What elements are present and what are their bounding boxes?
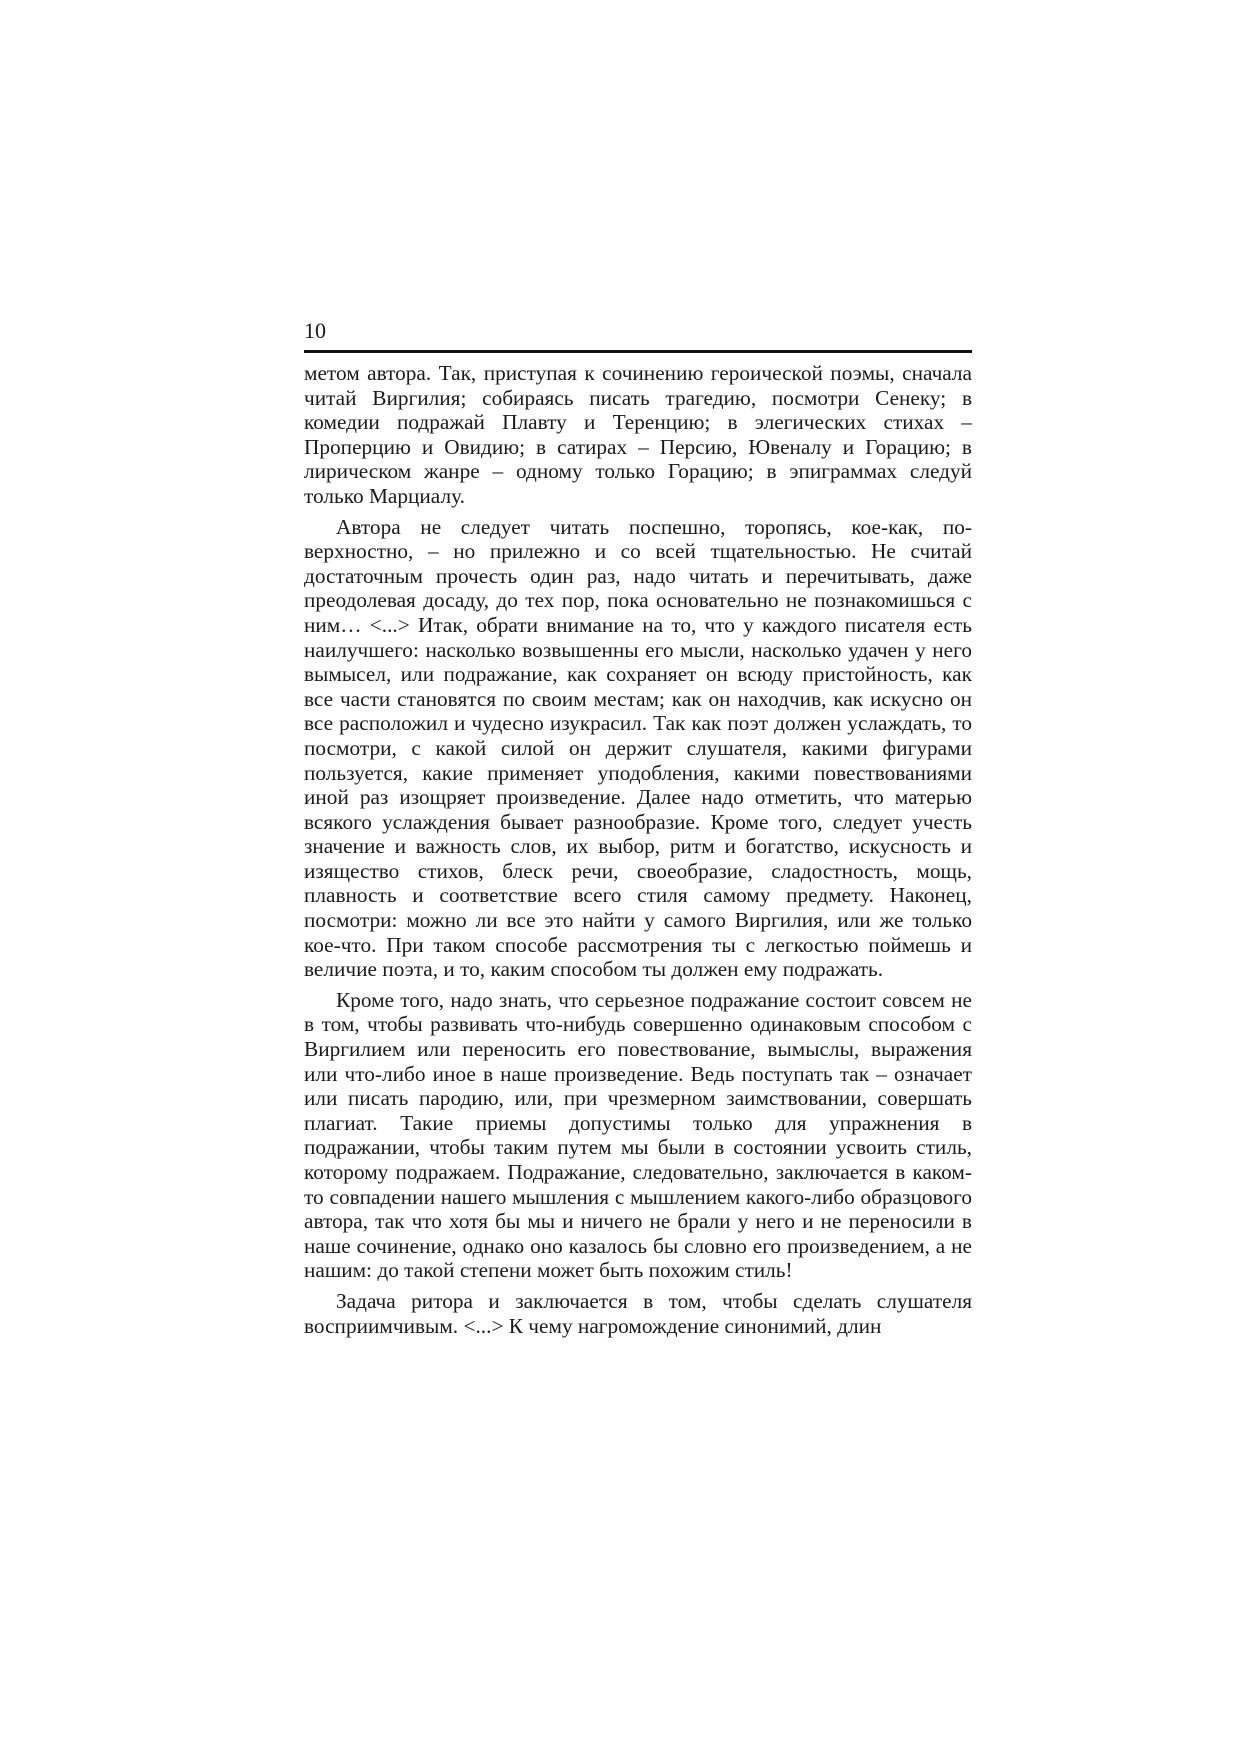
header-rule [304, 350, 972, 353]
paragraph-3: Кроме того, надо знать, что серьезное подражание состоит совсем не в том, чтобы развивать что-нибудь совершенно одинаковым способом с Виргилием или переносить его повествование, вымыслы, выражения или что-либо иное в наше произведение. Ведь поступать так – означает или писать пародию, или, при чрезмерном заимствовании, совершать плагиат. Такие приемы допустимы только для упражнения в подражании, чтобы таким путем мы были в состоянии усвоить стиль, которому подражаем. Подражание, следовательно, заключается в каком-то совпадении нашего мышления с мышлением какого-либо образцового автора, так что хотя бы мы и ничего не брали у него и не переносили в наше сочинение, однако оно казалось бы словно его произведением, а не нашим: до такой степени может быть похожим стиль! [304, 987, 972, 1283]
page-number: 10 [304, 318, 326, 343]
paragraph-2: Автора не следует читать поспешно, торопясь, кое-как, поверхностно, – но прилежно и со всей тщательностью. Не считай достаточным прочесть один раз, надо читать и перечитывать, даже преодолевая досаду, до тех пор, пока основательно не познакомишься с ним… <...> Итак, обрати внимание на то, что у каждого писателя есть наилучшего: насколько возвышенны его мысли, насколько удачен у него вымысел, или подражание, как сохраняет он всюду пристойность, как все части становятся по своим местам; как он находчив, как искусно он все расположил и чудесно изукрасил. Так как поэт должен услаждать, то посмотри, с какой силой он держит слушателя, какими фигурами пользуется, какие применяет уподобления, какими повествованиями иной раз изощряет произведение. Далее надо отметить, что матерью всякого услаждения бывает разнообразие. Кроме того, следует учесть значение и важность слов, их выбор, ритм и богатство, искусность и изящество стихов, блеск речи, своеобразие, сладостность, мощь, плавность и соответствие всего стиля самому предмету. Наконец, посмотри: можно ли все это найти у самого Виргилия, или же только кое-что. При таком способе рассмотрения ты с легкостью поймешь и величие поэта, и то, каким способом ты должен ему подражать. [304, 514, 972, 982]
paragraph-1: метом автора. Так, приступая к сочинению героической поэмы, сначала читай Виргилия; собираясь писать трагедию, посмотри Сенеку; в комедии подражай Плавту и Теренцию; в элегических стихах – Проперцию и Овидию; в сатирах – Персию, Ювеналу и Горацию; в лирическом жанре – одному только Горацию; в эпиграммах следуй только Марциалу. [304, 361, 972, 508]
paragraph-4: Задача ритора и заключается в том, чтобы сделать слушателя восприимчивым. <...> К чему нагромождение синонимий, длин [304, 1288, 972, 1338]
body-text [304, 361, 972, 1338]
book-page [304, 318, 972, 1344]
